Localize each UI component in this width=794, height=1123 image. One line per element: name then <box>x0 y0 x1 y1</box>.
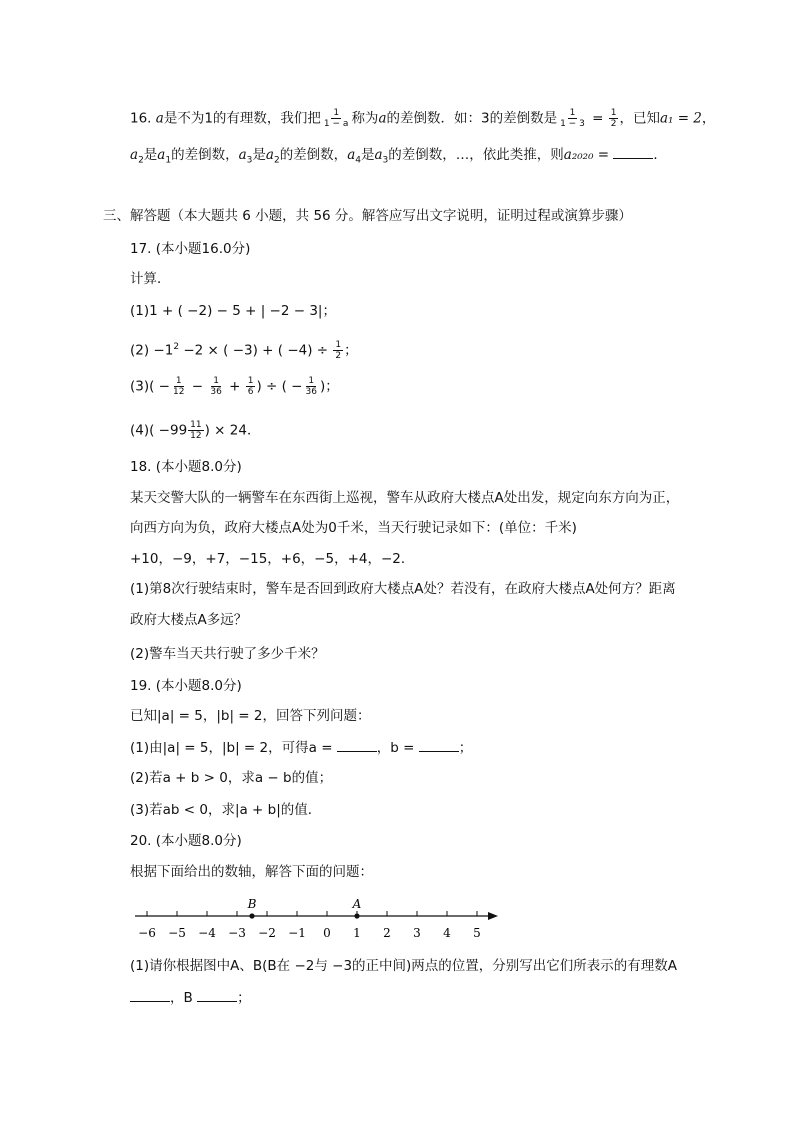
q18-head: 18. (本小题8.0分) <box>130 459 242 475</box>
q16-line1: 16. a是不为1的有理数，我们把 $\frac{1}{1 - a}$ 称为a的差倒数．如：3的差倒数是 $\frac{1}{1 - 3}$ = $\frac{1}{2}$ ，已知a₁ = 2， <box>130 108 716 129</box>
axis-tick-label: −4 <box>198 926 216 940</box>
q17-p2: $(2) -1^2 -2$ × ( −3) + ( −4) ÷ $\frac{1}{2}$ ； <box>130 340 358 361</box>
q20-head: 20. (本小题8.0分) <box>130 833 242 849</box>
q18-l1: 某天交警大队的一辆警车在东西街上巡视，警车从政府大楼点A处出发，规定向东方向为正， <box>130 490 680 506</box>
axis-tick-label: −6 <box>138 926 156 940</box>
q17-head: 17. (本小题16.0分) <box>130 241 251 257</box>
axis-tick-label: −5 <box>168 926 186 940</box>
answer-blank-b[interactable] <box>419 739 459 752</box>
q18-l3: +10，−9，+7，−15，+6，−5，+4，−2． <box>130 551 415 567</box>
axis-tick-label: −2 <box>258 926 276 940</box>
axis-arrow <box>488 912 498 920</box>
q20-l2: (1)请你根据图中A、B(B在 −2与 −3的正中间)两点的位置，分别写出它们所表示的有理数A <box>130 958 678 974</box>
q19-l1: 已知|a| = 5，|b| = 2，回答下列问题： <box>130 708 371 724</box>
point-A <box>354 913 359 918</box>
q17-intro: 计算． <box>130 271 171 287</box>
answer-blank-B[interactable] <box>197 989 237 1002</box>
q19-head: 19. (本小题8.0分) <box>130 678 242 694</box>
axis-tick-label: 4 <box>443 926 451 940</box>
q18-l5: 政府大楼点A多远？ <box>130 612 248 628</box>
q20-l1: 根据下面给出的数轴，解答下面的问题： <box>130 864 373 880</box>
axis-tick-label: 5 <box>473 926 481 940</box>
q19-l4: (3)若ab < 0，求|a + b|的值． <box>130 802 322 818</box>
q19-l2: (1)由|a| = 5，|b| = 2，可得a = ，b = ； <box>130 740 473 756</box>
point-B <box>249 913 254 918</box>
q19-l3: (2)若a + b > 0，求a − b的值； <box>130 770 333 786</box>
q18-l2: 向西方向为负，政府大楼点A处为0千米，当天行驶记录如下：(单位：千米) <box>130 520 577 536</box>
q16-line2: $a_2$是$a_1$的差倒数，$a_3$是$a_2$的差倒数，$a_4$是$a_3$的差倒数，…，依此类推，则a₂₀₂₀ = ． <box>130 147 667 166</box>
axis-tick-label: 0 <box>323 926 331 940</box>
q17-p4: (4)( −99 $\frac{11}{12}$ ) × 24． <box>130 420 261 441</box>
q18-l4: (1)第8次行驶结束时，警车是否回到政府大楼点A处？若没有，在政府大楼点A处何方？距离 <box>130 581 676 597</box>
answer-blank-A[interactable] <box>130 989 170 1002</box>
point-label-B: B <box>247 897 257 911</box>
fraction: $\frac{1}{1 - a}$ <box>323 108 349 129</box>
q18-l6: (2)警车当天共行驶了多少千米？ <box>130 646 325 662</box>
answer-blank[interactable] <box>613 146 653 159</box>
point-label-A: A <box>352 897 362 911</box>
axis-tick-label: 3 <box>413 926 421 940</box>
q17-p1: (1)1 + ( −2) − 5 + | −2 − 3|； <box>130 303 336 319</box>
axis-tick-label: 2 <box>383 926 391 940</box>
q20-l3: ，B ； <box>130 989 251 1007</box>
axis-tick-label: 1 <box>353 926 361 940</box>
answer-blank-a[interactable] <box>337 739 377 752</box>
axis-tick-label: −1 <box>288 926 306 940</box>
axis-tick-label: −3 <box>228 926 246 940</box>
section-heading: 三、解答题（本大题共 6 小题，共 56 分。解答应写出文字说明，证明过程或演算步骤） <box>103 208 632 224</box>
q17-p3: (3)( − $\frac{1}{12}$ − $\frac{1}{36}$ + $\frac{1}{6}$ ) ÷ ( − $\frac{1}{36}$ )； <box>130 376 339 397</box>
